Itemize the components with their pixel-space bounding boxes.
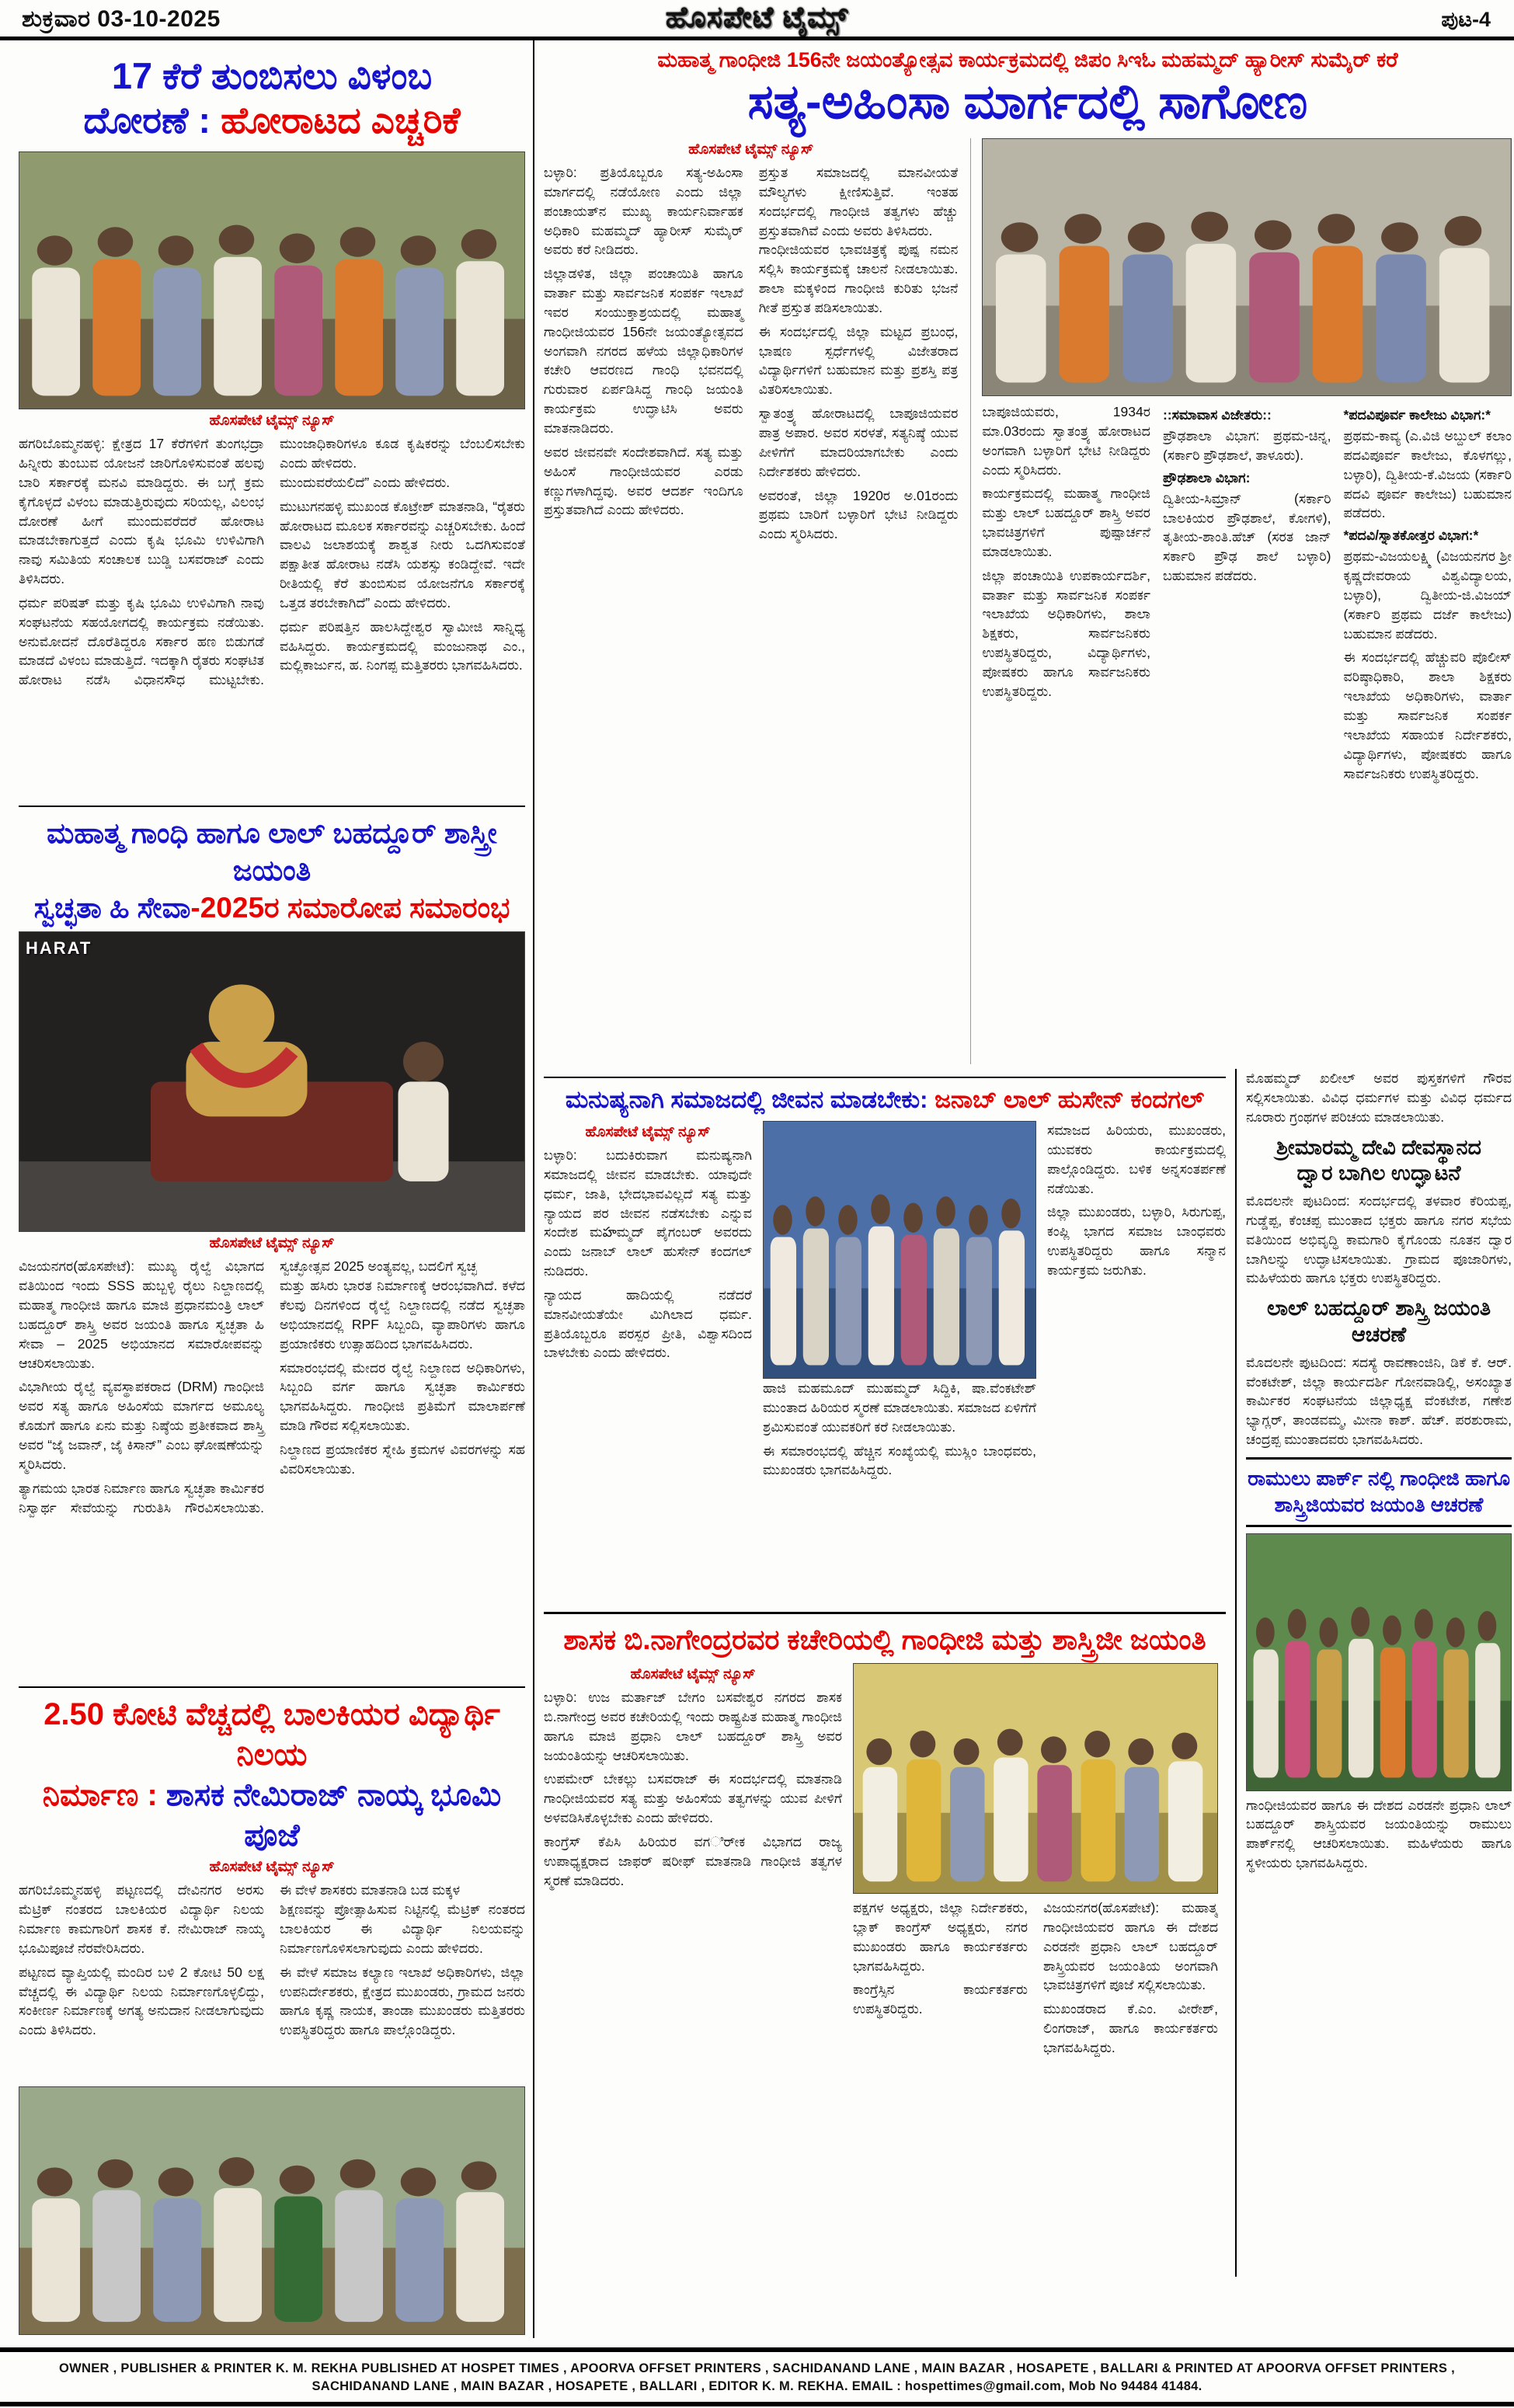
section-rule [19, 806, 525, 807]
article-nagendra-col2-text: ಪಕ್ಷಗಳ ಅಧ್ಯಕ್ಷರು, ಜಿಲ್ಲಾ ನಿರ್ದೇಶಕರು, ಬ್ಲಾಕ್ ಕಾಂಗ್ರೆಸ್ ಅಧ್ಯಕ್ಷರು, ನಗರ ಮುಖಂಡರು ಹಾಗೂ ಕಾರ್ಯಕರ್ತರು ಭಾಗವಹಿಸಿದ್ದರು. ಕಾಂಗ್ರೆಸ್ಸಿನ ಕಾರ್ಯಕರ್ತರು ಉಪಸ್ಥಿತರಿದ್ದರು. [853, 1900, 1028, 2017]
imprint-line2: SACHIDANAND LANE , MAIN BAZAR , HOSAPETE , BALLARI , EDITOR K. M. REKHA. EMAIL : hospettimes@gmail.com, Mob No 94484 41484. [312, 2379, 1202, 2393]
article-satya-col3: ಬಾಪೂಜಿಯವರು, 1934ರ ಮಾ.03ರಂದು ಸ್ವಾತಂತ್ರ್ಯ ಹೋರಾಟದ ಅಂಗವಾಗಿ ಬಳ್ಳಾರಿಗೆ ಭೇಟಿ ನೀಡಿದ್ದರು ಎಂದು ಸ್ಮರಿಸಿದರು. ಕಾರ್ಯಕ್ರಮದಲ್ಲಿ ಮಹಾತ್ಮ ಗಾಂಧೀಜಿ ಮತ್ತು ಲಾಲ್ ಬಹದ್ದೂರ್ ಶಾಸ್ತ್ರಿ ಅವರ ಭಾವಚಿತ್ರಗಳಿಗೆ ಪುಷ್ಪಾರ್ಚನೆ ಮಾಡಲಾಯಿತು. ಜಿಲ್ಲಾ ಪಂಚಾಯಿತಿ ಉಪಕಾರ್ಯದರ್ಶಿ, ವಾರ್ತಾ ಮತ್ತು ಸಾರ್ವಜನಿಕ ಸಂಪರ್ಕ ಇಲಾಖೆಯ ಅಧಿಕಾರಿಗಳು, ಶಾಲಾ ಶಿಕ್ಷಕರು, ಸಾರ್ವಜನಿಕರು ಉಪಸ್ಥಿತರಿದ್ದರು, ವಿದ್ಯಾರ್ಥಿಗಳು, ಪೋಷಕರು ಹಾಗೂ ಸಾರ್ವಜನಿಕರು ಉಪಸ್ಥಿತರಿದ್ದರು. [982, 404, 1150, 699]
winners-subhead: ::ಸಮಾವಾಸ ವಿಜೇತರು:: [1162, 407, 1272, 423]
article-hostel-col2: ಶಿಕ್ಷಣವನ್ನು ಪ್ರೋತ್ಸಾಹಿಸುವ ನಿಟ್ಟಿನಲ್ಲಿ ಮೆಟ್ರಿಕ್ ನಂತರದ ಬಾಲಕಿಯರ ಈ ವಿದ್ಯಾರ್ಥಿ ನಿಲಯವನ್ನು ನಿರ್ಮಾಣಗೊಳಿಸಲಾಗುವುದು ಎಂದು ಹೇಳಿದರು. ಈ ವೇಳೆ ಸಮಾಜ ಕಲ್ಯಾಣ ಇಲಾಖೆ ಅಧಿಕಾರಿಗಳು, ಜಿಲ್ಲಾ ಉಪನಿರ್ದೇಶಕರು, ಕ್ಷೇತ್ರದ ಮುಖಂಡರು, ಗ್ರಾಮದ ಜನರು ಹಾಗೂ ಕೃಷ್ಣ ನಾಯಕ, ತಾಂಡಾ ಮುಖಂಡರು ಮತ್ತಿತರರು ಉಪಸ್ಥಿತರಿದ್ದರು ಹಾಗೂ ಪಾಲ್ಗೊಂಡಿದ್ದರು. [280, 1902, 525, 2038]
article-manushya-col3 [1047, 1121, 1226, 1602]
puc-subhead: *ಪದವಿಪೂರ್ವ ಕಾಲೇಜು ವಿಭಾಗ:* [1343, 407, 1491, 423]
article-manushya-middle [763, 1121, 1036, 1602]
article-swachhata-headline: ಮಹಾತ್ಮ ಗಾಂಧಿ ಹಾಗೂ ಲಾಲ್ ಬಹದ್ದೂರ್ ಶಾಸ್ತ್ರೀ ಜಯಂತಿ ಸ್ವಚ್ಛತಾ ಹಿ ಸೇವಾ-2025ರ ಸಮಾರೋಪ ಸಮಾರಂಭ [33, 817, 510, 924]
article-lakes-col2: ಮುಂದುವರೆಯಲಿದೆ” ಎಂದು ಹೇಳಿದರು. ಮುಟುಗನಹಳ್ಳಿ ಮುಖಂಡ ಕೊಟ್ರೇಶ್ ಮಾತನಾಡಿ, “ರೈತರು ಹೋರಾಟದ ಮೂಲಕ ಸರ್ಕಾರವನ್ನು ಎಚ್ಚರಿಸಬೇಕು. ಹಿಂದೆ ವಾಲವಿ ಜಲಾಶಯಕ್ಕೆ ಶಾಶ್ವತ ನೀರು ಒದಗಿಸುವಂತೆ ಪಕ್ಷಾತೀತ ಹೋರಾಟ ನಡೆಸಿ ಯಶಸ್ಸು ಕಂಡಿದ್ದೇವೆ. ಇದೇ ರೀತಿಯಲ್ಲಿ ಕೆರೆ ತುಂಬಿಸುವ ಯೋಜನೆಗೂ ಸರ್ಕಾರಕ್ಕೆ ಒತ್ತಡ ತರಬೇಕಾಗಿದೆ” ಎಂದು ಹೇಳಿದರು. ಧರ್ಮ ಪರಿಷತ್ತಿನ ಹಾಲಸಿದ್ದೇಶ್ವರ ಸ್ವಾಮೀಜಿ ಸಾನ್ನಿಧ್ಯ ವಹಿಸಿದ್ದರು. ಕಾರ್ಯಕ್ರಮದಲ್ಲಿ ಮಂಜುನಾಥ ಎಂ., ಮಲ್ಲಿಕಾರ್ಜುನ, ಹ. ನಿಂಗಪ್ಪ ಮತ್ತಿತರರು ಭಾಗವಹಿಸಿದರು. [280, 474, 525, 673]
article-manushya-col3-text: ಸಮಾಜದ ಹಿರಿಯರು, ಮುಖಂಡರು, ಯುವಕರು ಕಾರ್ಯಕ್ರಮದಲ್ಲಿ ಪಾಲ್ಗೊಂಡಿದ್ದರು. ಬಳಿಕ ಅನ್ನಸಂತರ್ಪಣೆ ನಡೆಯಿತು. ಜಿಲ್ಲಾ ಮುಖಂಡರು, ಬಳ್ಳಾರಿ, ಸಿರುಗುಪ್ಪ, ಕಂಪ್ಲಿ ಭಾಗದ ಸಮಾಜ ಬಾಂಧವರು ಉಪಸ್ಥಿತರಿದ್ದರು ಹಾಗೂ ಸನ್ಮಾನ ಕಾರ್ಯಕ್ರಮ ಜರುಗಿತು. [1047, 1122, 1226, 1278]
article-hostel [19, 1694, 525, 2335]
article-hostel-col1: ಹಗರಿಬೊಮ್ಮನಹಳ್ಳಿ ಪಟ್ಟಣದಲ್ಲಿ ದೇವಿನಗರ ಅರಸು ಮೆಟ್ರಿಕ್ ನಂತರದ ಬಾಲಕಿಯರ ವಿದ್ಯಾರ್ಥಿ ನಿಲಯ ನಿರ್ಮಾಣ ಕಾಮಗಾರಿಗೆ ಶಾಸಕ ಕೆ. ನೇಮಿರಾಜ್ ನಾಯ್ಕ ಭೂಮಿಪೂಜೆ ನೆರವೇರಿಸಿದರು. ಪಟ್ಟಣದ ವ್ಯಾಪ್ತಿಯಲ್ಲಿ ಮಂದಿರ ಬಳಿ 2 ಕೋಟಿ 50 ಲಕ್ಷ ವೆಚ್ಚದಲ್ಲಿ ಈ ವಿದ್ಯಾರ್ಥಿ ನಿಲಯ ನಿರ್ಮಾಣಗೊಳ್ಳಲಿದ್ದು, ಸಂಕೀರ್ಣ ನಿರ್ಮಾಣಕ್ಕೆ ಅಗತ್ಯ ಅನುದಾನ ನೀಡಲಾಗುವುದು ಎಂದು ತಿಳಿಸಿದರು. ಈ ವೇಳೆ ಶಾಸಕರು ಮಾತನಾಡಿ ಬಡ ಮಕ್ಕಳ [19, 1882, 461, 2038]
center-articles [544, 1069, 1226, 2277]
photo-award-ceremony [982, 138, 1512, 396]
article-swachhata-col2: ಮತ್ತು ಹಸಿರು ಭಾರತ ನಿರ್ಮಾಣಕ್ಕೆ ಆರಂಭವಾಗಿದೆ. ಕಳೆದ ಕೆಲವು ದಿನಗಳಿಂದ ರೈಲ್ವೆ ನಿಲ್ದಾಣದಲ್ಲಿ ನಡೆದ ಸ್ವಚ್ಛತಾ ಅಭಿಯಾನದಲ್ಲಿ RPF ಸಿಬ್ಬಂದಿ, ವ್ಯಾಪಾರಿಗಳು ಹಾಗೂ ಪ್ರಯಾಣಿಕರು ಉತ್ಸಾಹದಿಂದ ಭಾಗವಹಿಸಿದರು. ಸಮಾರಂಭದಲ್ಲಿ ಮೇದರ ರೈಲ್ವೆ ನಿಲ್ದಾಣದ ಅಧಿಕಾರಿಗಳು, ಸಿಬ್ಬಂದಿ ವರ್ಗ ಹಾಗೂ ಸ್ವಚ್ಛತಾ ಕಾರ್ಮಿಕರು ಭಾಗವಹಿಸಿದ್ದರು. ಗಾಂಧೀಜಿ ಪ್ರತಿಮೆಗೆ ಮಾಲಾರ್ಪಣೆ ಮಾಡಿ ಗೌರವ ಸಲ್ಲಿಸಲಾಯಿತು. ನಿಲ್ದಾಣದ ಪ್ರಯಾಣಿಕರ ಸ್ನೇಹಿ ಕ್ರಮಗಳ ವಿವರಗಳನ್ನು ಸಹ ವಿವರಿಸಲಾಯಿತು. [280, 1278, 525, 1477]
left-column [19, 43, 525, 2335]
article-satya-kicker: ಮಹಾತ್ಮ ಗಾಂಧೀಜಿ 156ನೇ ಜಯಂತ್ಯೋತ್ಸವ ಕಾರ್ಯಕ್ರಮದಲ್ಲಿ ಜಿಪಂ ಸಿಇಓ ಮಹಮ್ಮದ್ ಹ್ಯಾರೀಸ್ ಸುಮೈರ್ ಕರೆ [657, 48, 1398, 71]
article-nagendra-body2 [853, 1898, 1218, 2271]
article-satya-dateline: ಹೊಸಪೇಟೆ ಟೈಮ್ಸ್ ನ್ಯೂಸ್ [688, 141, 814, 158]
imprint-footer [0, 2347, 1514, 2406]
article-satya-col4 [1163, 402, 1331, 1047]
article-nagendra-col3-text: ವಿಜಯನಗರ(ಹೊಸಪೇಟೆ): ಮಹಾತ್ಮ ಗಾಂಧೀಜಿಯವರ ಹಾಗೂ ಈ ದೇಶದ ಎರಡನೇ ಪ್ರಧಾನಿ ಲಾಲ್ ಬಹದ್ದೂರ್ ಶಾಸ್ತ್ರಿಯವರ ಜಯಂತಿಯ ಅಂಗವಾಗಿ ಭಾವಚಿತ್ರಗಳಿಗೆ ಪೂಜೆ ಸಲ್ಲಿಸಲಾಯಿತು. ಮುಖಂಡರಾದ ಕೆ.ಎಂ. ವೀರೇಶ್, ಲಿಂಗರಾಜ್, ಹಾಗೂ ಕಾರ್ಯಕರ್ತರು ಭಾಗವಹಿಸಿದ್ದರು. [1043, 1900, 1218, 2055]
article-swachhata-body [19, 1257, 525, 1680]
section-rule [19, 1686, 525, 1688]
photo-gandhi-statue [19, 931, 525, 1232]
article-lakes [19, 54, 525, 799]
article-satya [544, 48, 1512, 1064]
article-hostel-body [19, 1881, 525, 2086]
article-nagendra-right [853, 1663, 1218, 2277]
article-satya-col4b: ದ್ವಿತೀಯ-ಸಿಮ್ರಾನ್ (ಸರ್ಕಾರಿ ಬಾಲಕಿಯರ ಪ್ರೌಢಶಾಲೆ, ಕೋಗಳಿ), ತೃತೀಯ-ಶಾಂತಿ.ಹೆಚ್ (ಸರತ ಜಾನ್ ಸರ್ಕಾರಿ ಪ್ರೌಢ ಶಾಲೆ ಬಳ್ಳಾರಿ) ಬಹುಮಾನ ಪಡೆದರು. [1162, 490, 1331, 584]
edition-date: ಶುಕ್ರವಾರ 03-10-2025 [22, 6, 221, 32]
article-swachhata-col1: ವಿಜಯನಗರ(ಹೊಸಪೇಟೆ): ಮುಖ್ಯ ರೈಲ್ವೆ ವಿಭಾಗದ ವತಿಯಿಂದ ಇಂದು SSS ಹುಬ್ಬಳ್ಳಿ ರೈಲು ನಿಲ್ದಾಣದಲ್ಲಿ ಮಹಾತ್ಮ ಗಾಂಧೀಜಿ ಹಾಗೂ ಮಾಜಿ ಪ್ರಧಾನಮಂತ್ರಿ ಲಾಲ್ ಬಹದ್ದೂರ್ ಶಾಸ್ತ್ರಿ ಅವರ ಜಯಂತಿ ಹಾಗೂ ಸ್ವಚ್ಛತಾ ಹಿ ಸೇವಾ – 2025 ಅಭಿಯಾನದ ಸಮಾರೋಪವನ್ನು ಆಚರಿಸಲಾಯಿತು. ವಿಭಾಗೀಯ ರೈಲ್ವೆ ವ್ಯವಸ್ಥಾಪಕರಾದ (DRM) ಗಾಂಧೀಜಿ ಅವರ ಸತ್ಯ ಹಾಗೂ ಅಹಿಂಸೆಯ ಮಾರ್ಗದ ಅಮೂಲ್ಯ ಕೊಡುಗೆ ಹಾಗೂ ಏನು ಮತ್ತು ನಿಷ್ಠೆಯ ಪ್ರತೀಕವಾದ ಶಾಸ್ತ್ರಿ ಅವರ “ಜೈ ಜವಾನ್, ಜೈ ಕಿಸಾನ್” ಎಂಬ ಘೋಷಣೆಯನ್ನು ಸ್ಮರಿಸಿದರು. ತ್ಯಾಗಮಯ ಭಾರತ ನಿರ್ಮಾಣ ಹಾಗೂ ಸ್ವಚ್ಛತಾ ಕಾರ್ಮಿಕರ ನಿಸ್ವಾರ್ಥ ಸೇವೆಯನ್ನು ಗುರುತಿಸಿ ಗೌರವಿಸಲಾಯಿತು. ಸ್ವಚ್ಛೋತ್ಸವ 2025 ಅಂತ್ಯವಲ್ಲ, ಬದಲಿಗೆ ಸ್ವಚ್ಛ [19, 1258, 477, 1515]
article-nagendra-headline: ಶಾಸಕ ಬಿ.ನಾಗೇಂದ್ರರವರ ಕಚೇರಿಯಲ್ಲಿ ಗಾಂಧೀಜಿ ಮತ್ತು ಶಾಸ್ತ್ರಿಜೀ ಜಯಂತಿ [544, 1612, 1226, 1657]
article-satya-left-cols [544, 163, 958, 1064]
sidebar-shastri-body: ಮೊದಲನೇ ಪುಟದಿಂದ: ಸದಸ್ಯೆ ರಾವಣಾಂಜಿನಿ, ಡಿಕೆ ಕೆ. ಆರ್. ವೆಂಕಟೇಶ್, ಜಿಲ್ಲಾ ಕಾರ್ಯದರ್ಶಿ ಗೋನವಾಡಿಲ್ಲಿ, ಅಸಂಖ್ಯಾತ ಕಾರ್ಮಿಕರ ಸಂಘಟನೆಯ ಜಿಲ್ಲಾಧ್ಯಕ್ಷ ವೆಂಕಟೇಶ, ಗಣೇಶ ಭ್ಯಾಗ್ಲರ್, ತಾಂಡವಮ್ಮ, ಮೀನಾ ಕಾಶ್. ಹೆಚ್. ಪರಶುರಾಮ, ಚಂದ್ರಪ್ಪ ಮುಂತಾದವರು ಭಾಗವಹಿಸಿದರು. [1246, 1354, 1512, 1448]
article-manushya [544, 1077, 1226, 1602]
article-satya-col1: ಬಳ್ಳಾರಿ: ಪ್ರತಿಯೊಬ್ಬರೂ ಸತ್ಯ-ಅಹಿಂಸಾ ಮಾರ್ಗದಲ್ಲಿ ನಡೆಯೋಣ ಎಂದು ಜಿಲ್ಲಾ ಪಂಚಾಯತ್‌ನ ಮುಖ್ಯ ಕಾರ್ಯನಿರ್ವಾಹಕ ಅಧಿಕಾರಿ ಮಹಮ್ಮದ್ ಹ್ಯಾರೀಸ್ ಸುಮೈರ್ ಅವರು ಕರೆ ನೀಡಿದರು. ಜಿಲ್ಲಾಡಳಿತ, ಜಿಲ್ಲಾ ಪಂಚಾಯಿತಿ ಹಾಗೂ ವಾರ್ತಾ ಮತ್ತು ಸಾರ್ವಜನಿಕ ಸಂಪರ್ಕ ಇಲಾಖೆ ಇವರ ಸಂಯುಕ್ತಾಶ್ರಯದಲ್ಲಿ ಮಹಾತ್ಮ ಗಾಂಧೀಜಿಯವರ 156ನೇ ಜಯಂತ್ಯೋತ್ಸವದ ಅಂಗವಾಗಿ ನಗರದ ಹಳೆಯ ಜಿಲ್ಲಾಧಿಕಾರಿಗಳ ಕಚೇರಿ ಆವರಣದ ಗಾಂಧಿ ಭವನದಲ್ಲಿ ಗುರುವಾರ ಏರ್ಪಡಿಸಿದ್ದ ಗಾಂಧಿ ಜಯಂತಿ ಕಾರ್ಯಕ್ರಮ ಉದ್ಘಾಟಿಸಿ ಅವರು ಮಾತನಾಡಿದರು. ಅವರ ಜೀವನವೇ ಸಂದೇಶವಾಗಿದೆ. ಸತ್ಯ ಮತ್ತು ಅಹಿಂಸೆ ಗಾಂಧೀಜಿಯವರ ಎರಡು ಕಣ್ಣುಗಳಾಗಿದ್ದವು. ಅವರ ಆದರ್ಶ ಇಂದಿಗೂ ಪ್ರಸ್ತುತವಾಗಿದೆ ಎಂದು ಹೇಳಿದರು. ಪ್ರಸ್ತುತ ಸಮಾಜದಲ್ಲಿ ಮಾನವೀಯತೆ ಮೌಲ್ಯಗಳು ಕ್ಷೀಣಿಸುತ್ತಿವೆ. ಇಂತಹ ಸಂದರ್ಭದಲ್ಲಿ ಗಾಂಧೀಜಿ ತತ್ವಗಳು ಹೆಚ್ಚು ಪ್ರಸ್ತುತವಾಗಿವೆ ಎಂದು ಅವರು ತಿಳಿಸಿದರು. [544, 165, 959, 518]
photo-speaker [763, 1121, 1036, 1379]
degree-subhead: *ಪದವಿ/ಸ್ನಾತಕೋತ್ತರ ವಿಭಾಗ:* [1343, 527, 1479, 544]
article-satya-left-text [544, 138, 958, 1064]
page-number: ಪುಟ-4 [1441, 8, 1491, 31]
photo-park-group [1246, 1533, 1512, 1791]
article-manushya-col1-text: ಬಳ್ಳಾರಿ: ಬದುಕಿರುವಾಗ ಮನುಷ್ಯನಾಗಿ ಸಮಾಜದಲ್ಲಿ ಜೀವನ ಮಾಡಬೇಕು. ಯಾವುದೇ ಧರ್ಮ, ಜಾತಿ, ಭೇದಭಾವವಿಲ್ಲದೆ ಸತ್ಯ ಮತ್ತು ನ್ಯಾಯದ ಪರ ಜೀವನ ನಡೆಸಬೇಕು ಎನ್ನುವ ಸಂದೇಶ ಮహಮ್ಮದ್ ಪೈಗಂಬರ್ ಅವರದು ಎಂದು ಜನಾಬ್ ಲಾಲ್ ಹುಸೇನ್ ಕಂದಗಲ್ ನುಡಿದರು. ನ್ಯಾಯದ ಹಾದಿಯಲ್ಲಿ ನಡೆದರೆ ಮಾನವೀಯತೆಯೇ ಮಿಗಿಲಾದ ಧರ್ಮ. ಪ್ರತಿಯೊಬ್ಬರೂ ಪರಸ್ಪರ ಪ್ರೀತಿ, ವಿಶ್ವಾಸದಿಂದ ಬಾಳಬೇಕು ಎಂದು ಹೇಳಿದರು. [544, 1147, 752, 1361]
sidebar-intro: ಮೊಹಮ್ಮದ್ ಖಲೀಲ್ ಅವರ ಪುಸ್ತಕಗಳಿಗೆ ಗೌರವ ಸಲ್ಲಿಸಲಾಯಿತು. ವಿವಿಧ ಧರ್ಮಗಳ ಮತ್ತು ವಿವಿಧ ಧರ್ಮದ ನೂರಾರು ಗ್ರಂಥಗಳ ಪರಿಚಯ ಮಾಡಲಾಯಿತು. [1246, 1070, 1512, 1125]
column-divider [533, 40, 534, 2338]
article-manushya-headline: ಮನುಷ್ಯನಾಗಿ ಸಮಾಜದಲ್ಲಿ ಜೀವನ ಮಾಡಬೇಕು: ಜನಾಬ್ ಲಾಲ್ ಹುಸೇನ್ ಕಂದಗಲ್ [544, 1077, 1226, 1115]
sidebar-park-title: ರಾಮುಲು ಪಾರ್ಕ್ ನಲ್ಲಿ ಗಾಂಧೀಜಿ ಹಾಗೂ ಶಾಸ್ತ್ರಿಜಿಯವರ ಜಯಂತಿ ಆಚರಣೆ [1246, 1457, 1512, 1527]
article-lakes-dateline: ಹೊಸಪೇಟೆ ಟೈಮ್ಸ್ ನ್ಯೂಸ್ [209, 412, 335, 430]
article-lakes-col1: ಹಗರಿಬೊಮ್ಮನಹಳ್ಳಿ: ಕ್ಷೇತ್ರದ 17 ಕೆರೆಗಳಿಗೆ ತುಂಗಭದ್ರಾ ಹಿನ್ನೀರು ತುಂಬುವ ಯೋಜನೆ ಜಾರಿಗೊಳಿಸುವಂತೆ ಹಲವು ಬಾರಿ ಸರ್ಕಾರಕ್ಕೆ ಮನವಿ ಮಾಡಿದ್ದರು. ಈ ಬಗ್ಗೆ ಕ್ರಮ ಕೈಗೊಳ್ಳದೆ ವಿಳಂಬ ಮಾಡುತ್ತಿರುವುದು ಸರಿಯಲ್ಲ, ವಿಲಂಭ ದೋರಣೆ ಹೀಗೆ ಮುಂದುವರೆದರೆ ಹೋರಾಟ ಮಾಡಬೇಕಾಗುತ್ತದೆ ಎಂದು ಕೃಷಿ ಭೂಮಿ ಉಳಿವಿಗಾಗಿ ನಾವು ಸಮಿತಿಯ ಸಂಚಾಲಕ ಬುಡ್ಡಿ ಬಸವರಾಜ್ ಎಂದು ತಿಳಿಸಿದರು. ಧರ್ಮ ಪರಿಷತ್ ಮತ್ತು ಕೃಷಿ ಭೂಮಿ ಉಳಿವಿಗಾಗಿ ನಾವು ಸಂಘಟನೆಯ ಸಹಯೋಗದಲ್ಲಿ ಕಾರ್ಯಕ್ರಮ ನಡೆಯಿತು. ಅನುಮೋದನೆ ದೊರೆತಿದ್ದರೂ ಸರ್ಕಾರ ಹಣ ಬಿಡುಗಡೆ ಮಾಡದೆ ವಿಳಂಬ ಮಾಡುತ್ತಿದೆ. ಇದಕ್ಕಾಗಿ ರೈತರು ಸಂಘಟಿತ ಹೋರಾಟ ನಡೆಸಿ ವಿಧಾನಸೌಧ ಮುಟ್ಟಬೇಕು. ಮುಂಜಾಧಿಕಾರಿಗಳೂ ಕೂಡ ಕೃಷಿಕರನ್ನು ಬೆಂಬಲಿಸಬೇಕು ಎಂದು ಹೇಳಿದರು. [19, 436, 525, 688]
article-manushya-col2-text: ಹಾಜಿ ಮಹಮೂದ್ ಮುಹಮ್ಮದ್ ಸಿದ್ದಿಕಿ, ಷಾ.ವೆಂಕಟೇಶ್ ಮುಂತಾದ ಹಿರಿಯರ ಸ್ಮರಣೆ ಮಾಡಲಾಯಿತು. ಸಮಾಜದ ಏಳಿಗೆಗೆ ಶ್ರಮಿಸುವಂತೆ ಯುವಕರಿಗೆ ಕರೆ ನೀಡಲಾಯಿತು. ಈ ಸಮಾರಂಭದಲ್ಲಿ ಹೆಚ್ಚಿನ ಸಂಖ್ಯೆಯಲ್ಲಿ ಮುಸ್ಲಿಂ ಬಾಂಧವರು, ಮುಖಂಡರು ಭಾಗವಹಿಸಿದ್ದರು. [763, 1380, 1036, 1478]
sidebar-park-body: ಗಾಂಧೀಜಿಯವರ ಹಾಗೂ ಈ ದೇಶದ ಎರಡನೇ ಪ್ರಧಾನಿ ಲಾಲ್ ಬಹದ್ದೂರ್ ಶಾಸ್ತ್ರಿಯವರ ಜಯಂತಿಯನ್ನು ರಾಮುಲು ಪಾರ್ಕ್‌ನಲ್ಲಿ ಆಚರಿಸಲಾಯಿತು. ಮಹಿಳೆಯರು ಹಾಗೂ ಸ್ಥಳೀಯರು ಭಾಗವಹಿಸಿದ್ದರು. [1246, 1797, 1512, 1871]
article-satya-col5 [1343, 402, 1512, 1047]
article-manushya-dateline: ಹೊಸಪೇಟೆ ಟೈಮ್ಸ್ ನ್ಯೂಸ್ [585, 1124, 711, 1140]
article-swachhata-dateline: ಹೊಸಪೇಟೆ ಟೈಮ್ಸ್ ನ್ಯೂಸ್ [209, 1235, 335, 1252]
article-satya-col2: ಗಾಂಧೀಜಿಯವರ ಭಾವಚಿತ್ರಕ್ಕೆ ಪುಷ್ಪ ನಮನ ಸಲ್ಲಿಸಿ ಕಾರ್ಯಕ್ರಮಕ್ಕೆ ಚಾಲನೆ ನೀಡಲಾಯಿತು. ಶಾಲಾ ಮಕ್ಕಳಿಂದ ಗಾಂಧೀಜಿ ಕುರಿತು ಭಜನೆ ಗೀತೆ ಪ್ರಸ್ತುತ ಪಡಿಸಲಾಯಿತು. ಈ ಸಂದರ್ಭದಲ್ಲಿ ಜಿಲ್ಲಾ ಮಟ್ಟದ ಪ್ರಬಂಧ, ಭಾಷಣ ಸ್ಪರ್ಧೆಗಳಲ್ಲಿ ವಿಜೇತರಾದ ವಿದ್ಯಾರ್ಥಿಗಳಿಗೆ ಬಹುಮಾನ ಮತ್ತು ಪ್ರಶಸ್ತಿ ಪತ್ರ ವಿತರಿಸಲಾಯಿತು. ಸ್ವಾತಂತ್ರ್ಯ ಹೋರಾಟದಲ್ಲಿ ಬಾಪೂಜಿಯವರ ಪಾತ್ರ ಅಪಾರ. ಅವರ ಸರಳತೆ, ಸತ್ಯನಿಷ್ಠೆ ಯುವ ಪೀಳಿಗೆಗೆ ಮಾದರಿಯಾಗಬೇಕು ಎಂದು ನಿರ್ದೇಶಕರು ಹೇಳಿದರು. ಅವರಂತೆ, ಜಿಲ್ಲಾ 1920ರ ಅ.01ರಂದು ಪ್ರಥಮ ಬಾರಿಗೆ ಬಳ್ಳಾರಿಗೆ ಭೇಟಿ ನೀಡಿದ್ದರು ಎಂದು ಸ್ಮರಿಸಿದರು. [758, 242, 959, 542]
photo-statue-overlay-text: HARAT [26, 938, 92, 959]
masthead-rule [0, 37, 1514, 40]
article-lakes-headline-line1: 17 ಕೆರೆ ತುಂಬಿಸಲು ವಿಳಂಬ [111, 55, 433, 96]
article-nagendra [544, 1612, 1226, 2277]
article-satya-headline: ಸತ್ಯ-ಅಹಿಂಸಾ ಮಾರ್ಗದಲ್ಲಿ ಸಾಗೋಣ [747, 75, 1308, 129]
article-lakes-body [19, 434, 525, 799]
article-satya-right [970, 138, 1512, 1064]
highschool-subhead: ಪ್ರೌಢಶಾಲಾ ವಿಭಾಗ: [1162, 469, 1251, 485]
photo-office-jayanti [853, 1663, 1218, 1894]
article-hostel-dateline: ಹೊಸಪೇಟೆ ಟೈಮ್ಸ್ ನ್ಯೂಸ್ [209, 1859, 335, 1876]
article-nagendra-col1-text: ಬಳ್ಳಾರಿ: ಉಜ ಮರ್ತಾಜ್ ಬೇಗಂ ಬಸವೇಶ್ವರ ನಗರದ ಶಾಸಕ ಬಿ.ನಾಗೇಂದ್ರ ಅವರ ಕಚೇರಿಯಲ್ಲಿ ಇಂದು ರಾಷ್ಟ್ರಪಿತ ಮಹಾತ್ಮ ಗಾಂಧೀಜಿ ಹಾಗೂ ಮಾಜಿ ಪ್ರಧಾನಿ ಲಾಲ್ ಬಹದ್ದೂರ್ ಶಾಸ್ತ್ರಿ ಅವರ ಜಯಂತಿಯನ್ನು ಆಚರಿಸಲಾಯಿತು. ಉಪಮೇರ್ ಬೇಕಲ್ಲು ಬಸವರಾಜ್ ಈ ಸಂದರ್ಭದಲ್ಲಿ ಮಾತನಾಡಿ ಗಾಂಧೀಜಿಯವರ ಸತ್ಯ ಮತ್ತು ಅಹಿಂಸೆಯ ತತ್ವಗಳನ್ನು ಯುವ ಪೀಳಿಗೆ ಅಳವಡಿಸಿಕೊಳ್ಳಬೇಕು ಎಂದು ಹೇಳಿದರು. ಕಾಂಗ್ರೆಸ್ ಕೆಪಿಸಿ ಹಿರಿಯರ ವಗರ್ೀಕ ವಿಭಾಗದ ರಾಜ್ಯ ಉಪಾಧ್ಯಕ್ಷರಾದ ಜಾಫರ್ ಷರೀಫ್ ಮಾತನಾಡಿ ಗಾಂಧೀಜಿ ತತ್ವಗಳ ಸ್ಮರಣೆ ಮಾಡಿದರು. [544, 1689, 842, 1888]
article-satya-col4a: ಪ್ರೌಢಶಾಲಾ ವಿಭಾಗ: ಪ್ರಥಮ-ಚಿನ್ನ, (ಸರ್ಕಾರಿ ಪ್ರೌಢಶಾಲೆ, ತಾಳೂರು). [1162, 428, 1331, 463]
sidebar [1235, 1069, 1512, 2277]
photo-bhoomi-puja [19, 2086, 525, 2335]
article-nagendra-col1 [544, 1663, 842, 2277]
article-nagendra-dateline: ಹೊಸಪೇಟೆ ಟೈಮ್ಸ್ ನ್ಯೂಸ್ [630, 1666, 756, 1682]
article-manushya-col1 [544, 1121, 752, 1602]
photo-protest-group [19, 151, 525, 409]
sidebar-shastri-title: ಲಾಲ್ ಬಹದ್ದೂರ್ ಶಾಸ್ತ್ರಿ ಜಯಂತಿ ಆಚರಣೆ [1266, 1296, 1491, 1346]
sidebar-temple-title: ಶ್ರೀಮಾರಮ್ಮ ದೇವಿ ದೇವಸ್ಥಾನದ ದ್ವಾರ ಬಾಗಿಲ ಉದ್ಘಾಟನೆ [1276, 1135, 1481, 1185]
right-block [544, 43, 1512, 2277]
article-satya-col5b: ಪ್ರಥಮ-ವಿಜಯಲಕ್ಷ್ಮಿ (ವಿಜಯನಗರ ಶ್ರೀ ಕೃಷ್ಣದೇವರಾಯ ವಿಶ್ವವಿದ್ಯಾಲಯ, ಬಳ್ಳಾರಿ), ದ್ವಿತೀಯ-ಜಿ.ವಿಜಯ್ (ಸರ್ಕಾರಿ ಪ್ರಥಮ ದರ್ಜೆ ಕಾಲೇಜು) ಬಹುಮಾನ ಪಡೆದರು. ಈ ಸಂದರ್ಭದಲ್ಲಿ ಹೆಚ್ಚುವರಿ ಪೊಲೀಸ್ ವರಿಷ್ಠಾಧಿಕಾರಿ, ಶಾಲಾ ಶಿಕ್ಷಕರು ಇಲಾಖೆಯ ಅಧಿಕಾರಿಗಳು, ವಾರ್ತಾ ಮತ್ತು ಸಾರ್ವಜನಿಕ ಸಂಪರ್ಕ ಇಲಾಖೆಯ ಸಹಾಯಕ ನಿರ್ದೇಶಕರು, ವಿದ್ಯಾರ್ಥಿಗಳು, ಪೋಷಕರು ಹಾಗೂ ಸಾರ್ವಜನಿಕರು ಉಪಸ್ಥಿತರಿದ್ದರು. [1343, 548, 1512, 781]
imprint-line1: OWNER , PUBLISHER & PRINTER K. M. REKHA PUBLISHED AT HOSPET TIMES , APOORVA OFFSET PRINTERS , SACHIDANAND LANE , MAIN BAZAR , HOSAPETE , BALLARI & PRINTED AT APOORVA OFFSET PRINTERS , [59, 2361, 1455, 2375]
article-satya-col5a: ಪ್ರಥಮ-ಕಾವ್ಯ (ಎ.ವಿಜಿ ಅಬ್ದುಲ್ ಕಲಾಂ ಪದವಿಪೂರ್ವ ಕಾಲೇಜು, ಕೊಳಗಲ್ಲು, ಬಳ್ಳಾರಿ), ದ್ವಿತೀಯ-ಕೆ.ವಿಜಯ (ಸರ್ಕಾರಿ ಪದವಿ ಪೂರ್ವ ಕಾಲೇಜು) ಬಹುಮಾನ ಪಡೆದರು. [1343, 428, 1512, 521]
article-hostel-headline: 2.50 ಕೋಟಿ ವೆಚ್ಚದಲ್ಲಿ ಬಾಲಕಿಯರ ವಿದ್ಯಾರ್ಥಿ ನಿಲಯ ನಿರ್ಮಾಣ : ಶಾಸಕ ನೇಮಿರಾಜ್ ನಾಯ್ಕ ಭೂಮಿ ಪೂಜೆ [42, 1697, 502, 1853]
masthead [0, 0, 1514, 36]
footer-rule-bottom [0, 2402, 1514, 2406]
sidebar-temple-body: ಮೊದಲನೇ ಪುಟದಿಂದ: ಸಂದರ್ಭದಲ್ಲಿ ತಳವಾರ ಕೆರಿಯಪ್ಪ, ಗುಡ್ಡೆಪ್ಪ, ಕೆಂಚಪ್ಪ ಮುಂತಾದ ಭಕ್ತರು ಹಾಗೂ ನಗರ ಸಭೆಯ ವತಿಯಿಂದ ಅಭಿವೃದ್ಧಿ ಕಾಮಗಾರಿ ಕೈಗೊಂಡು ನೂತನ ದ್ವಾರ ಬಾಗಿಲನ್ನು ಉದ್ಘಾಟಿಸಲಾಯಿತು. ಗ್ರಾಮದ ಪೂಜಾರಿಗಳು, ಮಹಿಳೆಯರು ಹಾಗೂ ಭಕ್ತರು ಉಪಸ್ಥಿತರಿದ್ದರು. [1246, 1193, 1512, 1286]
article-lakes-headline-line2: ದೋರಣೆ : ಹೋರಾಟದ ಎಚ್ಚರಿಕೆ [83, 99, 461, 141]
article-swachhata [19, 815, 525, 1680]
newspaper-title: ಹೊಸಪೇಟೆ ಟೈಮ್ಸ್ [665, 2, 849, 34]
